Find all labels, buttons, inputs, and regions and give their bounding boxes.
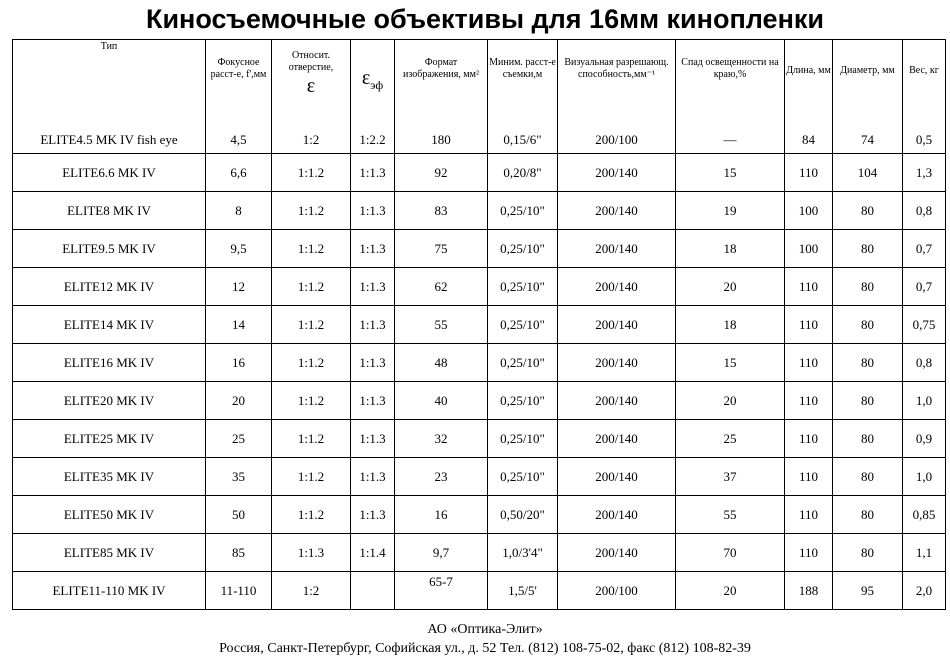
cell-aperture: 1:1.2 xyxy=(272,268,351,306)
cell-weight: 0,8 xyxy=(903,344,946,382)
cell-format: 75 xyxy=(395,230,488,268)
col-header-weight: Вес, кг 0,5 xyxy=(903,40,946,154)
footer-address: Россия, Санкт-Петербург, Софийская ул., д. 52 Тел. (812) 108-75-02, факс (812) 108-82-39 xyxy=(219,641,751,656)
cell-focal: 25 xyxy=(206,420,272,458)
cell-eff: 1:1.4 xyxy=(351,534,395,572)
cell-resolution: 200/140 xyxy=(558,458,676,496)
cell-weight: 1,3 xyxy=(903,154,946,192)
header-row xyxy=(13,40,946,154)
epsilon-symbol: ε xyxy=(306,75,316,97)
cell-falloff: 70 xyxy=(676,534,785,572)
col-header-focal: Фокусное расст-е, f',мм 4,5 xyxy=(206,40,272,154)
page-title: Киносъемочные объективы для 16мм кинопленки xyxy=(145,4,824,34)
cell-type: ELITE16 MK IV xyxy=(13,344,206,382)
table-row xyxy=(13,420,946,458)
cell-aperture: 1:1.2 xyxy=(272,496,351,534)
cell-falloff: 15 xyxy=(676,154,785,192)
cell-weight: 1,1 xyxy=(903,534,946,572)
cell-resolution: 200/140 xyxy=(558,230,676,268)
cell-aperture: 1:1.3 xyxy=(272,534,351,572)
table-row xyxy=(13,458,946,496)
cell-eff: 1:1.3 xyxy=(351,306,395,344)
cell-focal: 85 xyxy=(206,534,272,572)
cell-length: 110 xyxy=(785,268,833,306)
cell-weight: 0,85 xyxy=(903,496,946,534)
col-header-falloff: Спад освещенности на краю,% — xyxy=(676,40,785,154)
cell-eff: 1:1.3 xyxy=(351,458,395,496)
cell-aperture: 1:1.2 xyxy=(272,154,351,192)
cell-falloff: 15 xyxy=(676,344,785,382)
cell-length: 110 xyxy=(785,306,833,344)
cell-aperture: 1:1.2 xyxy=(272,420,351,458)
cell-format: 55 xyxy=(395,306,488,344)
cell-focal: 50 xyxy=(206,496,272,534)
cell-length: 110 xyxy=(785,458,833,496)
cell-resolution: 200/140 xyxy=(558,420,676,458)
cell-falloff: 20 xyxy=(676,382,785,420)
cell-format: 40 xyxy=(395,382,488,420)
cell-eff: 1:1.3 xyxy=(351,154,395,192)
table-row xyxy=(13,496,946,534)
cell-focal: 35 xyxy=(206,458,272,496)
cell-format: 83 xyxy=(395,192,488,230)
col-header-aperture: Относит. отверстие, ε 1:2 xyxy=(272,40,351,154)
cell-eff: 1:1.3 xyxy=(351,230,395,268)
epsilon-eff-symbol: ε xyxy=(361,67,371,89)
cell-weight: 0,75 xyxy=(903,306,946,344)
cell-type: ELITE8 MK IV xyxy=(13,192,206,230)
cell-format: 48 xyxy=(395,344,488,382)
table-row xyxy=(13,382,946,420)
cell-resolution: 200/140 xyxy=(558,154,676,192)
col-header-effective-aperture: $\varepsilon_{эф}$ 1:2.2 xyxy=(351,40,395,154)
cell-format: 92 xyxy=(395,154,488,192)
cell-diameter: 80 xyxy=(833,458,903,496)
cell-type: ELITE35 MK IV xyxy=(13,458,206,496)
cell-length: 110 xyxy=(785,344,833,382)
cell-min-distance: 0,25/10" xyxy=(488,268,558,306)
cell-length: 110 xyxy=(785,382,833,420)
cell-weight: 0,8 xyxy=(903,192,946,230)
cell-length: 100 xyxy=(785,192,833,230)
table-row xyxy=(13,306,946,344)
cell-format: 65-7 xyxy=(395,572,488,610)
cell-resolution: 200/140 xyxy=(558,306,676,344)
cell-focal: 11-110 xyxy=(206,572,272,610)
cell-falloff: 37 xyxy=(676,458,785,496)
cell-resolution: 200/140 xyxy=(558,382,676,420)
col-header-diameter: Диаметр, мм 74 xyxy=(833,40,903,154)
cell-min-distance: 1,5/5' xyxy=(488,572,558,610)
table-body xyxy=(13,154,946,610)
cell-focal: 20 xyxy=(206,382,272,420)
cell-min-distance: 0,20/8" xyxy=(488,154,558,192)
cell-length: 110 xyxy=(785,496,833,534)
cell-type: ELITE6.6 MK IV xyxy=(13,154,206,192)
cell-min-distance: 0,25/10" xyxy=(488,230,558,268)
cell-eff: 1:1.3 xyxy=(351,382,395,420)
cell-weight: 1,0 xyxy=(903,382,946,420)
cell-falloff: 25 xyxy=(676,420,785,458)
cell-resolution: 200/140 xyxy=(558,268,676,306)
cell-diameter: 80 xyxy=(833,420,903,458)
cell-min-distance: 0,25/10" xyxy=(488,192,558,230)
col-header-min-distance: Миним. расст-е съемки,м 0,15/6" xyxy=(488,40,558,154)
cell-falloff: 19 xyxy=(676,192,785,230)
table-row xyxy=(13,154,946,192)
cell-length: 188 xyxy=(785,572,833,610)
footer-company: АО «Оптика-Элит» xyxy=(427,622,543,637)
table-row xyxy=(13,534,946,572)
lens-spec-table xyxy=(12,39,946,610)
cell-resolution: 200/140 xyxy=(558,192,676,230)
cell-type: ELITE11-110 MK IV xyxy=(13,572,206,610)
cell-focal: 9,5 xyxy=(206,230,272,268)
cell-eff xyxy=(351,572,395,610)
cell-min-distance: 0,25/10" xyxy=(488,382,558,420)
cell-falloff: 55 xyxy=(676,496,785,534)
cell-eff: 1:1.3 xyxy=(351,192,395,230)
cell-falloff: 20 xyxy=(676,572,785,610)
cell-diameter: 80 xyxy=(833,382,903,420)
cell-type: ELITE9.5 MK IV xyxy=(13,230,206,268)
table-row xyxy=(13,344,946,382)
cell-diameter: 80 xyxy=(833,534,903,572)
cell-min-distance: 0,25/10" xyxy=(488,458,558,496)
cell-length: 110 xyxy=(785,420,833,458)
cell-aperture: 1:1.2 xyxy=(272,382,351,420)
table-row xyxy=(13,572,946,610)
cell-aperture: 1:1.2 xyxy=(272,306,351,344)
col-header-resolution: Визуальная разрешающ. способность,мм⁻¹ 200/100 xyxy=(558,40,676,154)
cell-format: 9,7 xyxy=(395,534,488,572)
cell-focal: 8 xyxy=(206,192,272,230)
cell-eff: 1:1.3 xyxy=(351,344,395,382)
cell-diameter: 104 xyxy=(833,154,903,192)
cell-aperture: 1:1.2 xyxy=(272,230,351,268)
cell-eff: 1:1.3 xyxy=(351,420,395,458)
cell-min-distance: 0,25/10" xyxy=(488,420,558,458)
cell-format: 32 xyxy=(395,420,488,458)
cell-type: ELITE25 MK IV xyxy=(13,420,206,458)
cell-aperture: 1:1.2 xyxy=(272,192,351,230)
cell-weight: 0,9 xyxy=(903,420,946,458)
cell-format: 23 xyxy=(395,458,488,496)
cell-diameter: 80 xyxy=(833,192,903,230)
table-row xyxy=(13,230,946,268)
cell-aperture: 1:1.2 xyxy=(272,344,351,382)
col-header-length: Длина, мм 84 xyxy=(785,40,833,154)
cell-resolution: 200/140 xyxy=(558,534,676,572)
cell-min-distance: 0,25/10" xyxy=(488,344,558,382)
cell-format: 16 xyxy=(395,496,488,534)
cell-eff: 1:1.3 xyxy=(351,496,395,534)
cell-length: 100 xyxy=(785,230,833,268)
table-row xyxy=(13,192,946,230)
cell-falloff: 18 xyxy=(676,306,785,344)
cell-type: ELITE14 MK IV xyxy=(13,306,206,344)
cell-focal: 6,6 xyxy=(206,154,272,192)
cell-resolution: 200/100 xyxy=(558,572,676,610)
table-row xyxy=(13,268,946,306)
cell-length: 110 xyxy=(785,154,833,192)
cell-resolution: 200/140 xyxy=(558,344,676,382)
cell-weight: 1,0 xyxy=(903,458,946,496)
cell-resolution: 200/140 xyxy=(558,496,676,534)
cell-min-distance: 0,25/10" xyxy=(488,306,558,344)
cell-type: ELITE85 MK IV xyxy=(13,534,206,572)
cell-diameter: 80 xyxy=(833,306,903,344)
cell-eff: 1:1.3 xyxy=(351,268,395,306)
cell-falloff: 20 xyxy=(676,268,785,306)
col-header-format: Формат изображения, мм² 180 xyxy=(395,40,488,154)
cell-type: ELITE12 MK IV xyxy=(13,268,206,306)
cell-aperture: 1:2 xyxy=(272,572,351,610)
cell-type: ELITE20 MK IV xyxy=(13,382,206,420)
cell-focal: 12 xyxy=(206,268,272,306)
cell-diameter: 80 xyxy=(833,230,903,268)
cell-diameter: 95 xyxy=(833,572,903,610)
cell-diameter: 80 xyxy=(833,496,903,534)
col-header-type: Тип ELITE4.5 MK IV fish eye xyxy=(13,40,206,154)
cell-length: 110 xyxy=(785,534,833,572)
cell-type: ELITE50 MK IV xyxy=(13,496,206,534)
cell-falloff: 18 xyxy=(676,230,785,268)
cell-format: 62 xyxy=(395,268,488,306)
cell-focal: 16 xyxy=(206,344,272,382)
cell-weight: 0,7 xyxy=(903,268,946,306)
cell-weight: 0,7 xyxy=(903,230,946,268)
cell-aperture: 1:1.2 xyxy=(272,458,351,496)
cell-min-distance: 1,0/3'4" xyxy=(488,534,558,572)
cell-diameter: 80 xyxy=(833,344,903,382)
first-row-type: ELITE4.5 MK IV fish eye xyxy=(40,132,178,147)
cell-diameter: 80 xyxy=(833,268,903,306)
cell-min-distance: 0,50/20" xyxy=(488,496,558,534)
cell-focal: 14 xyxy=(206,306,272,344)
cell-weight: 2,0 xyxy=(903,572,946,610)
